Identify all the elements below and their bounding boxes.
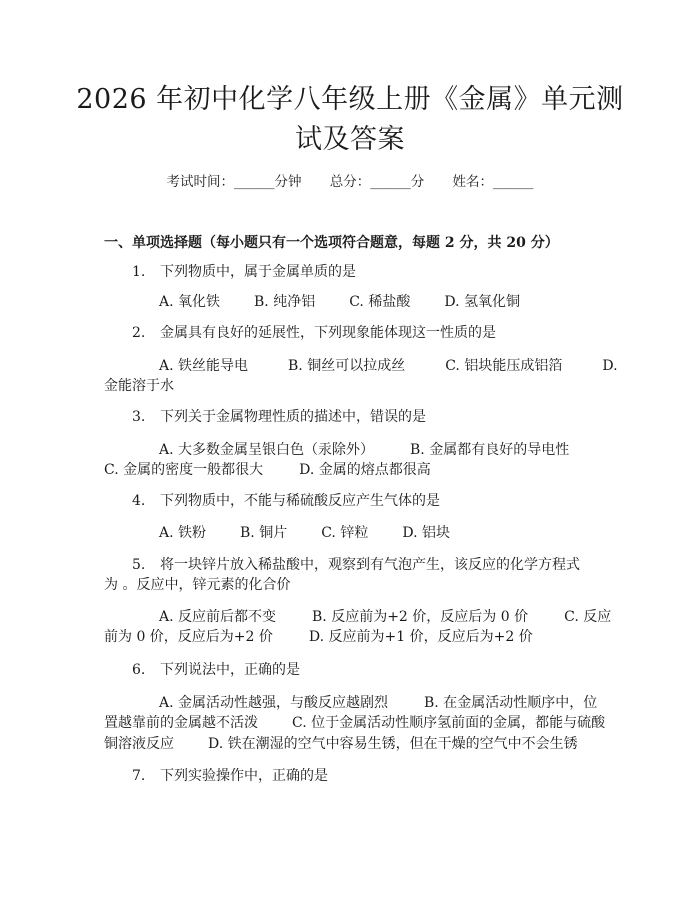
question-3: 3. 下列关于金属物理性质的描述中，错误的是 — [132, 409, 426, 425]
question-stem: 下列物质中，不能与稀硫酸反应产生气体的是 — [160, 493, 440, 509]
option-b: B. 金属都有良好的导电性 — [410, 442, 570, 458]
option-b: B. 铜丝可以拉成丝 — [288, 358, 406, 374]
option-a: A. 反应前后都不变 — [159, 609, 277, 625]
title-line-2: 试及答案 — [295, 124, 405, 155]
question-2-options — [159, 356, 618, 376]
exam-time: 考试时间：______分钟 — [166, 174, 302, 190]
question-4-options — [159, 523, 450, 543]
option-c-cont: 铜溶液反应 — [104, 736, 174, 752]
question-6-options — [159, 693, 597, 713]
option-c: C. 锌粒 — [321, 525, 369, 541]
question-2-options-cont: 金能溶于水 — [104, 378, 174, 394]
question-stem: 金属具有良好的延展性，下列现象能体现这一性质的是 — [160, 325, 496, 341]
option-b: B. 纯净铝 — [254, 294, 316, 310]
question-5-stem-cont: 为 。反应中，锌元素的化合价 — [104, 577, 291, 593]
question-7: 7. 下列实验操作中，正确的是 — [132, 768, 328, 784]
option-a: A. 金属活动性越强，与酸反应越剧烈 — [159, 695, 389, 711]
student-name: 姓名：______ — [452, 174, 534, 190]
option-a: A. 铁丝能导电 — [159, 358, 249, 374]
option-c: C. 稀盐酸 — [349, 294, 411, 310]
question-5-options — [159, 607, 611, 627]
exam-info — [0, 170, 700, 190]
option-d: D. 铁在潮湿的空气中容易生锈，但在干燥的空气中不会生锈 — [208, 736, 578, 752]
question-stem: 下列物质中，属于金属单质的是 — [160, 264, 356, 280]
option-c: C. 金属的密度一般都很大 — [104, 462, 264, 478]
option-c: C. 位于金属活动性顺序氢前面的金属，都能与硫酸 — [292, 715, 606, 731]
total-score: 总分：______分 — [329, 174, 425, 190]
question-6: 6. 下列说法中，正确的是 — [132, 662, 300, 678]
question-6-options-cont-2 — [104, 734, 578, 754]
question-stem: 将一块锌片放入稀盐酸中，观察到有气泡产生，该反应的化学方程式 — [160, 557, 580, 573]
question-stem: 下列关于金属物理性质的描述中，错误的是 — [160, 409, 426, 425]
document-title — [60, 80, 640, 160]
option-d: D. 金属的熔点都很高 — [299, 462, 431, 478]
option-d: D. — [602, 358, 618, 374]
option-a: A. 氧化铁 — [159, 294, 221, 310]
option-b: B. 反应前为+2 价，反应后为 0 价 — [312, 609, 529, 625]
question-1: 1. 下列物质中，属于金属单质的是 — [132, 264, 356, 280]
question-5-options-cont — [104, 627, 533, 647]
option-c: C. 反应 — [564, 609, 612, 625]
option-d: D. 反应前为+1 价，反应后为+2 价 — [308, 629, 533, 645]
question-stem: 下列说法中，正确的是 — [160, 662, 300, 678]
option-a: A. 大多数金属呈银白色（汞除外） — [159, 442, 375, 458]
option-b: B. 在金属活动性顺序中，位 — [424, 695, 598, 711]
option-a: A. 铁粉 — [159, 525, 207, 541]
option-b-cont: 置越靠前的金属越不活泼 — [104, 715, 258, 731]
option-d: D. 氢氧化铜 — [444, 294, 520, 310]
option-c: C. 铝块能压成铝箔 — [445, 358, 563, 374]
question-1-options — [159, 292, 520, 312]
question-3-options-cont — [104, 460, 431, 480]
question-6-options-cont — [104, 713, 605, 733]
question-4: 4. 下列物质中，不能与稀硫酸反应产生气体的是 — [132, 493, 440, 509]
question-2: 2. 金属具有良好的延展性，下列现象能体现这一性质的是 — [132, 325, 496, 341]
option-d: D. 铝块 — [402, 525, 450, 541]
question-stem: 下列实验操作中，正确的是 — [160, 768, 328, 784]
option-b: B. 铜片 — [240, 525, 288, 541]
question-3-options — [159, 440, 569, 460]
title-line-1: 2026 年初中化学八年级上册《金属》单元测 — [76, 84, 624, 115]
option-c-cont: 前为 0 价，反应后为+2 价 — [104, 629, 273, 645]
question-5: 5. 将一块锌片放入稀盐酸中，观察到有气泡产生，该反应的化学方程式 — [132, 557, 580, 573]
section-heading: 一、单项选择题（每小题只有一个选项符合题意，每题 2 分，共 20 分） — [104, 235, 559, 251]
